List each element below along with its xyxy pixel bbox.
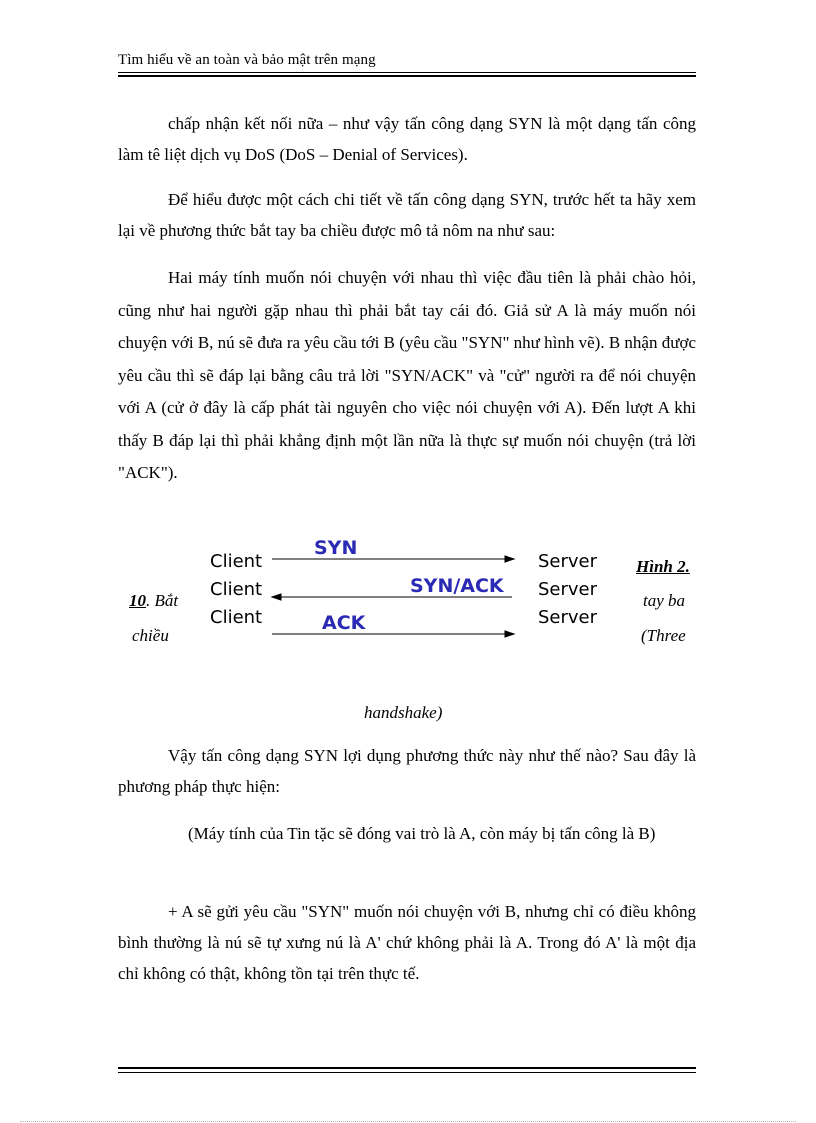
- caption-bottom: handshake): [364, 703, 443, 722]
- caption-right-line1: Hình 2.: [636, 557, 690, 576]
- header-title: Tìm hiểu về an toàn và bảo mật trên mạng: [118, 52, 376, 68]
- server-label-3: Server: [538, 607, 598, 628]
- header-rule-thin: [118, 72, 696, 73]
- synack-arrowhead: [272, 594, 281, 600]
- ack-label: ACK: [322, 612, 366, 634]
- page-edge-divider: [20, 1121, 796, 1122]
- caption-figure-number: 10: [129, 591, 146, 610]
- header-rule-thick: [118, 75, 696, 77]
- client-label-2: Client: [210, 579, 263, 600]
- paragraph-1: chấp nhận kết nối nữa – như vậy tấn công dạng SYN là một dạng tấn công làm tê liệt dịch vụ DoS (DoS – Denial of Services).: [118, 114, 696, 164]
- caption-left-text: . Bắt: [146, 591, 179, 610]
- paragraph-2: Để hiểu được một cách chi tiết về tấn công dạng SYN, trước hết ta hãy xem lại về phương thức bắt tay ba chiều được mô tả nôm na như sau:: [118, 190, 696, 240]
- footer-rule-thick: [118, 1067, 696, 1069]
- paragraph-3: Hai máy tính muốn nói chuyện với nhau thì việc đầu tiên là phải chào hỏi, cũng như hai người gặp nhau thì phải bắt tay cái đó. Giả sử A là máy muốn nói chuyện với B, nú sẽ đưa ra yêu cầu tới B (yêu cầu "SYN" như hình vẽ). B nhận được yêu cầu thì sẽ đáp lại bằng câu trả lời "SYN/ACK" và "cử" người ra để nói chuyện với A (cử ở đây là cấp phát tài nguyên cho việc nói chuyện với A). Đến lượt A khi thấy B đáp lại thì phải khẳng định một lần nữa là thực sự muốn nói chuyện (trả lời "ACK").: [118, 268, 696, 482]
- caption-right-line3: (Three: [641, 626, 686, 645]
- caption-left-line1: [129, 591, 178, 611]
- synack-label: SYN/ACK: [410, 575, 504, 597]
- client-label-1: Client: [210, 551, 263, 572]
- server-label-1: Server: [538, 551, 598, 572]
- syn-arrowhead: [505, 556, 514, 562]
- server-label-2: Server: [538, 579, 598, 600]
- paragraph-6: + A sẽ gửi yêu cầu "SYN" muốn nói chuyện với B, nhưng chỉ có điều không bình thường là nú sẽ tự xưng nú là A' chứ không phải là A. Trong đó A' là một địa chỉ không có thật, không tồn tại trên thực tế.: [118, 902, 696, 983]
- ack-arrowhead: [505, 631, 514, 637]
- paragraph-5: (Máy tính của Tin tặc sẽ đóng vai trò là A, còn máy bị tấn công là B): [188, 824, 656, 843]
- footer-rule-thin: [118, 1072, 696, 1073]
- caption-left-line2: chiều: [132, 626, 169, 645]
- syn-label: SYN: [314, 537, 358, 559]
- client-label-3: Client: [210, 607, 263, 628]
- paragraph-4: Vậy tấn công dạng SYN lợi dụng phương thức này như thế nào? Sau đây là phương pháp thực hiện:: [118, 746, 696, 796]
- caption-right-line2: tay ba: [643, 591, 686, 610]
